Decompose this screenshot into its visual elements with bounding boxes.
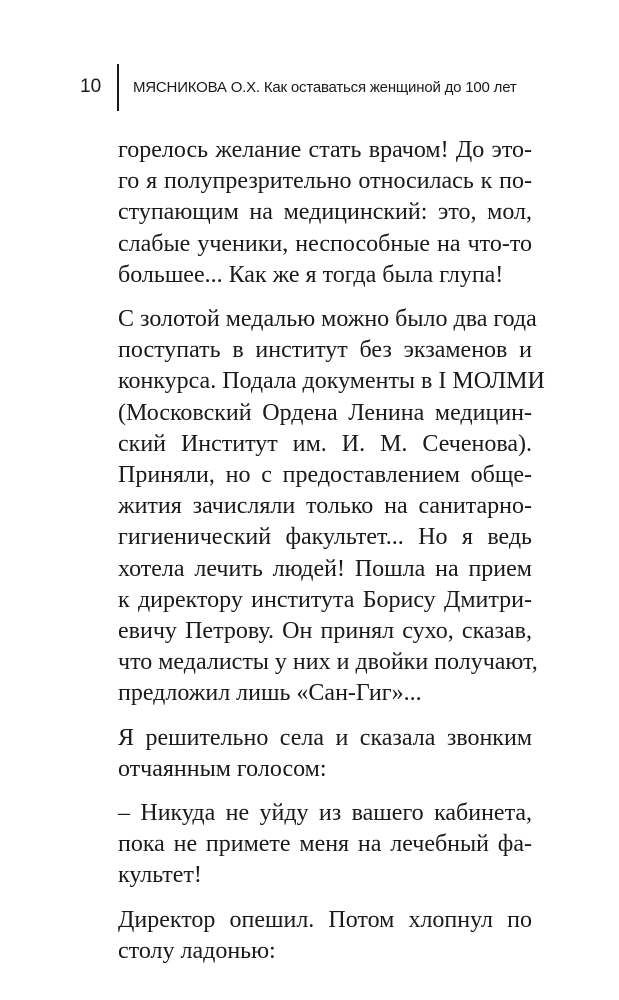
paragraph-spacer [118, 291, 532, 304]
text-line: конкурса. Подала документы в I МОЛМИ [118, 368, 545, 395]
text-line: поступать в институт без экзаменов и [118, 337, 532, 364]
running-title: МЯСНИКОВА О.Х. Как оставаться женщиной до 100 лет [133, 79, 517, 96]
header-divider [117, 64, 119, 111]
paragraph [118, 304, 545, 710]
text-line: большее... Как же я тогда была глупа! [118, 261, 504, 288]
text-line: евичу Петрову. Он принял сухо, сказав, [118, 618, 532, 645]
paragraph-spacer [118, 710, 532, 723]
text-line: хотела лечить людей! Пошла на прием [118, 555, 532, 582]
paragraph [118, 905, 532, 967]
text-line: Приняли, но с предоставлением обще- [118, 462, 532, 489]
text-line: – Никуда не уйду из вашего кабинета, [118, 800, 532, 827]
text-line: С золотой медалью можно было два года [118, 306, 537, 333]
paragraph [118, 798, 532, 892]
text-line: жития зачисляли только на санитарно- [118, 493, 532, 520]
text-line: культет! [118, 862, 202, 889]
text-line: Я решительно села и сказала звонким [118, 724, 532, 751]
text-line: Директор опешил. Потом хлопнул по [118, 906, 532, 933]
text-line: к директору института Борису Дмитри- [118, 586, 532, 613]
text-line: столу ладонью: [118, 937, 276, 964]
body-text [118, 135, 545, 967]
paragraph [118, 135, 532, 291]
text-line: го я полупрезрительно относилась к по- [118, 168, 532, 195]
text-line: горелось желание стать врачом! До это- [118, 137, 532, 163]
text-line: слабые ученики, неспособные на что-то [118, 230, 532, 257]
text-line: предложил лишь «Сан-Гиг»... [118, 680, 422, 707]
paragraph-spacer [118, 892, 532, 905]
text-line: ступающим на медицинский: это, мол, [118, 199, 532, 226]
text-line: отчаянным голосом: [118, 755, 327, 782]
paragraph-spacer [118, 785, 532, 798]
page-number: 10 [80, 76, 102, 97]
text-line: гигиенический факультет... Но я ведь [118, 524, 532, 551]
text-line: (Московский Ордена Ленина медицин- [118, 399, 532, 426]
text-line: что медалисты у них и двойки получают, [118, 649, 538, 676]
paragraph [118, 723, 532, 785]
text-line: пока не примете меня на лечебный фа- [118, 831, 532, 858]
text-line: ский Институт им. И. М. Сеченова). [118, 430, 532, 457]
